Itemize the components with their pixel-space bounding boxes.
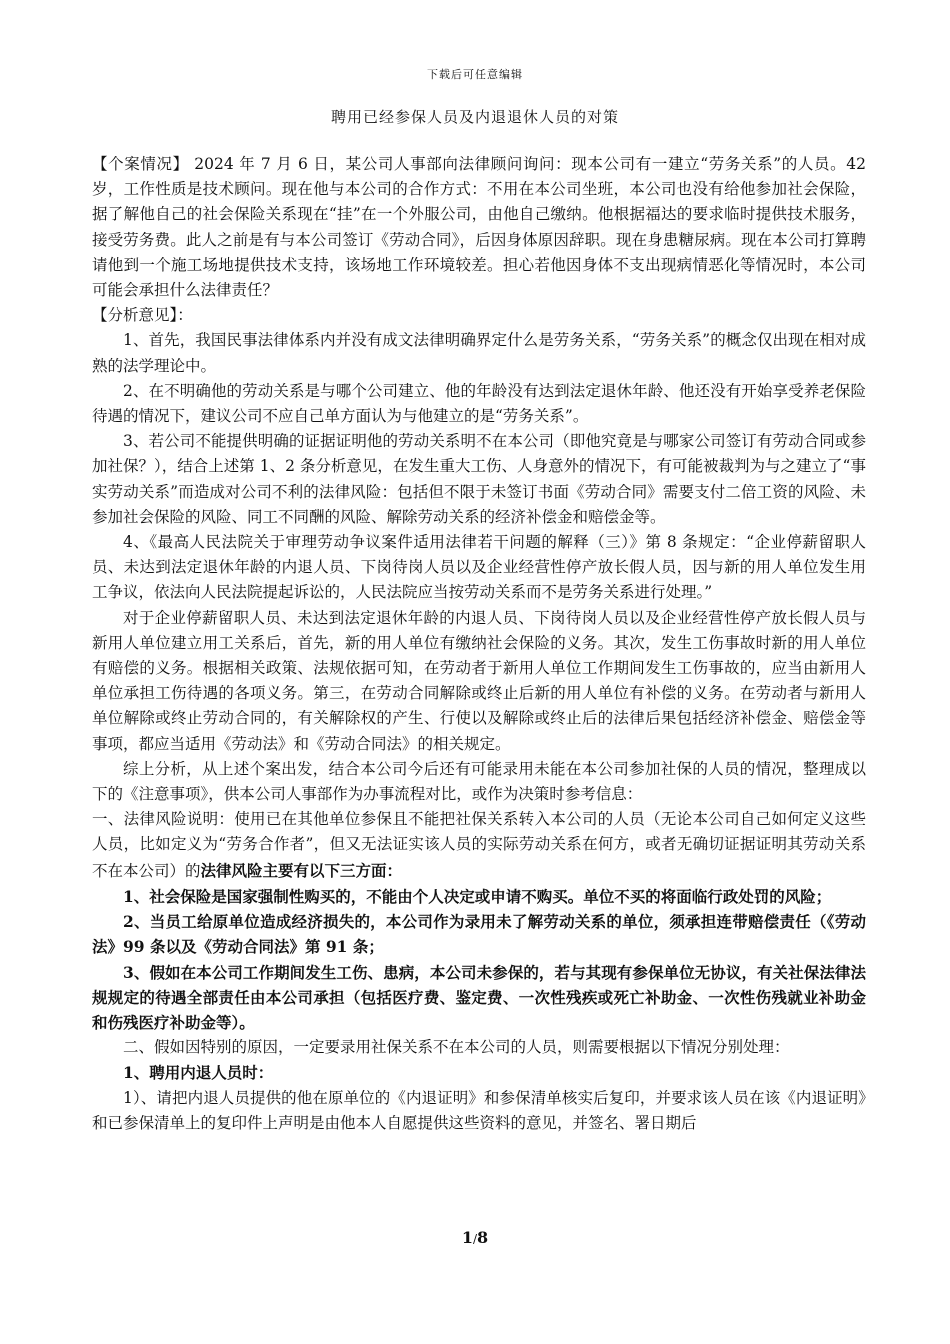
- risk-item-1: 1、社会保险是国家强制性购买的，不能由个人决定或申请不购买。单位不买的将面临行政处罚的风险；: [123, 886, 832, 906]
- analysis-explanation: 对于企业停薪留职人员、未达到法定退休年龄的内退人员、下岗待岗人员以及企业经营性停产放长假人员与新用人单位建立用工关系后，首先，新的用人单位有缴纳社会保险的义务。其次，发生工伤事故时新的用人单位有赔偿的义务。根据相关政策、法规依据可知，在劳动者于新用人单位工作期间发生工伤事故的，应当由新用人单位承担工伤待遇的各项义务。第三，在劳动合同解除或终止后新的用人单位有补偿的义务。在劳动者与新用人单位解除或终止劳动合同的，有关解除权的产生、行使以及解除或终止后的法律后果包括经济补偿金、赔偿金等事项，都应当适用《劳动法》和《劳动合同法》的相关规定。: [92, 608, 866, 753]
- document-title: 聘用已经参保人员及内退退休人员的对策: [330, 108, 619, 126]
- analysis-point-3: 3、若公司不能提供明确的证据证明他的劳动关系明不在本公司（即他究竟是与哪家公司签订有劳动合同或参加社保？），结合上述第 1、2 条分析意见，在发生重大工伤、人身意外的情况下，有可能被裁判为与之建立了“事实劳动关系”而造成对公司不利的法律风险：包括但不限于未签订书面《劳动合同》需要支付二倍工资的风险、未参加社会保险的风险、同工不同酬的风险、解除劳动关系的经济补偿金和赔偿金等。: [92, 432, 866, 526]
- page-separator: /: [472, 1232, 478, 1246]
- document-body: [92, 152, 866, 1136]
- page-current: 1: [461, 1228, 473, 1247]
- analysis-point-1: 1、首先，我国民事法律体系内并没有成文法律明确界定什么是劳务关系，“劳务关系”的概念仅出现在相对成熟的法学理论中。: [92, 331, 866, 375]
- case-paragraph: 【个案情况】 2024 年 7 月 6 日，某公司人事部向法律顾问询问：现本公司有一建立“劳务关系”的人员。42 岁，工作性质是技术顾问。现在他与本公司的合作方式：不用在本公司坐班，本公司也没有给他参加社会保险，据了解他自己的社会保险关系现在“挂”在一个外服公司，由他自己缴纳。他根据福达的要求临时提供技术服务，接受劳务费。此人之前是有与本公司签订《劳动合同》，后因身体原因辞职。现在身患糖尿病。现在本公司打算聘请他到一个施工场地提供技术支持，该场地工作环境较差。担心若他因身体不支出现病情恶化等情况时，本公司可能会承担什么法律责任？: [92, 155, 866, 300]
- page-number: [0, 1228, 950, 1247]
- page-total: 8: [477, 1228, 489, 1247]
- risk-item-3: 3、假如在本公司工作期间发生工伤、患病，本公司未参保的，若与其现有参保单位无协议，有关社保法律法规规定的待遇全部责任由本公司承担（包括医疗费、鉴定费、一次性残疾或死亡补助金、一次性伤残就业补助金和伤残医疗补助金等）。: [92, 962, 866, 1032]
- section-two-heading: 二、假如因特别的原因，一定要录用社保关系不在本公司的人员，则需要根据以下情况分别处理：: [123, 1038, 790, 1057]
- analysis-heading: 【分析意见】：: [92, 306, 193, 325]
- legal-risk-paragraph: [92, 807, 866, 884]
- analysis-point-2: 2、在不明确他的劳动关系是与哪个公司建立、他的年龄没有达到法定退休年龄、他还没有开始享受养老保险待遇的情况下，建议公司不应自己单方面认为与他建立的是“劳务关系”。: [92, 381, 866, 426]
- analysis-point-4: 4、《最高人民法院关于审理劳动争议案件适用法律若干问题的解释（三）》第 8 条规定：“企业停薪留职人员、未达到法定退休年龄的内退人员、下岗待岗人员以及企业经营性停产放长假人员，因与新的用人单位发生用工争议，依法向人民法院提起诉讼的，人民法院应当按劳动关系而不是劳务关系进行处理。”: [92, 533, 866, 602]
- page-header-note: 下载后可任意编辑: [427, 68, 523, 81]
- risk-item-2: 2、当员工给原单位造成经济损失的，本公司作为录用未了解劳动关系的单位，须承担连带赔偿责任（《劳动法》99 条以及《劳动合同法》第 91 条；: [92, 912, 866, 957]
- legal-risk-intro: 一、法律风险说明：使用已在其他单位参保且不能把社保关系转入本公司的人员（无论本公司自己如何定义这些人员，比如定义为“劳务合作者”，但又无法证实该人员的实际劳动关系在何方，或者无确切证据证明其劳动关系不在本公司）的: [92, 810, 866, 880]
- subsection-retired-heading: 1、聘用内退人员时：: [123, 1063, 274, 1083]
- legal-risk-bold: 法律风险主要有以下三方面：: [200, 860, 403, 880]
- subsection-retired-step-1: 1）、请把内退人员提供的他在原单位的《内退证明》和参保清单核实后复印，并要求该人员在该《内退证明》和已参保清单上的复印件上声明是由他本人自愿提供这些资料的意见，并签名、署日期后: [92, 1088, 866, 1132]
- summary-paragraph: 综上分析，从上述个案出发，结合本公司今后还有可能录用未能在本公司参加社保的人员的情况，整理成以下的《注意事项》，供本公司人事部作为办事流程对比，或作为决策时参考信息：: [92, 759, 866, 804]
